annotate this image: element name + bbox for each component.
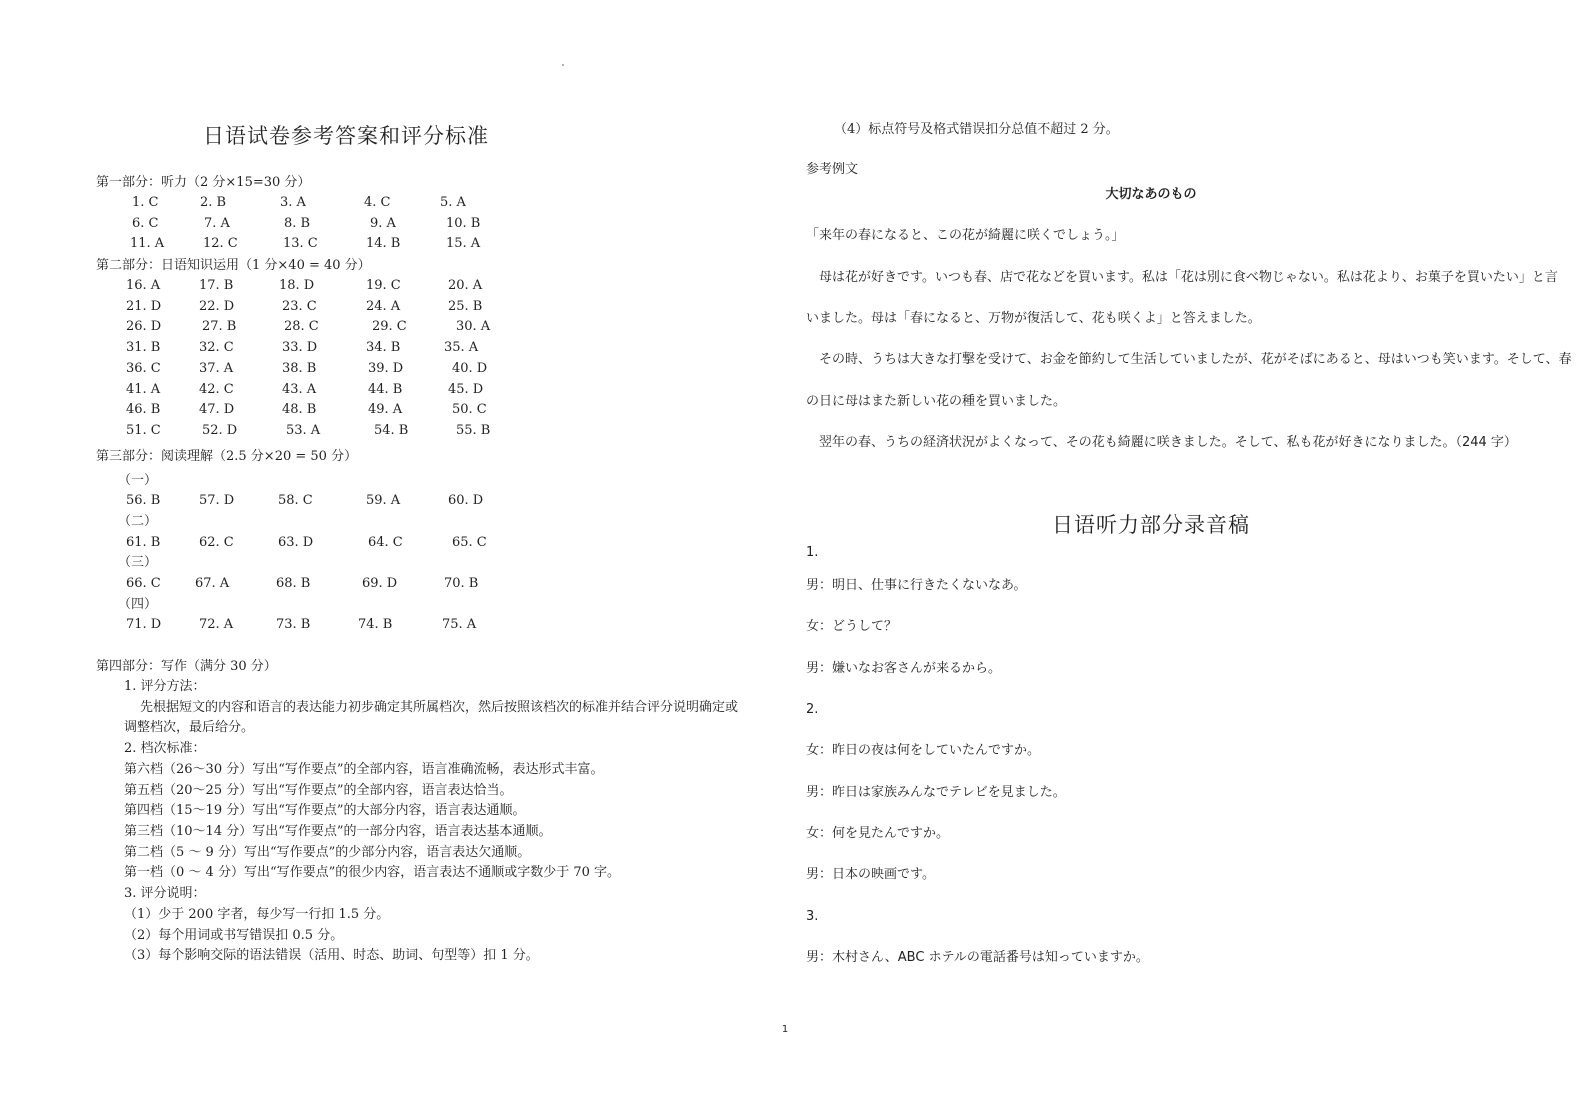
answer: 71. D [126,617,162,633]
answer: 3. A [280,195,306,210]
notes-label: 3. 评分说明： [124,886,206,902]
answer: 31. B [126,340,161,356]
part2-heading: 第二部分：日语知识运用（1 分×40 = 40 分） [96,258,371,274]
answer: 2. B [200,195,227,210]
answer: 55. B [456,422,491,438]
answer: 38. B [282,360,317,376]
answer-row [96,193,786,214]
method-text-cont: 调整档次，最后给分。 [124,720,255,736]
answer: 39. D [368,360,404,376]
script-line: 男：日本の映画です。 [806,867,935,883]
answer-row [96,574,786,595]
answer: 13. C [283,236,318,252]
answer: 35. A [444,340,479,356]
answer: 58. C [278,493,313,509]
answer: 66. C [126,576,161,591]
answer-row [96,533,786,554]
answer: 27. B [202,319,237,335]
answer: 16. A [126,278,161,294]
group-label: （三） [118,555,158,571]
answer: 36. C [126,360,161,376]
answer: 74. B [358,617,393,633]
page-title: 日语试卷参考答案和评分标准 [203,124,489,148]
group-label: （四） [118,596,158,612]
answer: 7. A [204,215,230,231]
answer: 17. B [199,278,234,294]
answer: 72. A [199,617,234,633]
script-line: 女：何を見たんですか。 [806,825,950,841]
essay-title: 大切なあのもの [1105,186,1197,202]
answer-row [96,400,786,421]
script-number: 2. [806,702,819,718]
answer: 60. D [448,493,484,509]
answer: 29. C [372,319,407,335]
script-number: 1. [806,545,819,561]
level-item: 第六档（26～30 分）写出“写作要点”的全部内容，语言准确流畅，表达形式丰富。 [124,761,604,777]
answer: 70. B [444,576,479,591]
answer: 23. C [282,298,317,314]
answer-row [96,421,786,442]
answer: 61. B [126,534,161,550]
answer-row [96,234,786,255]
answer: 53. A [286,422,321,438]
scoring-note-4: （4）标点符号及格式错误扣分总值不超过 2 分。 [834,122,1119,137]
answer: 11. A [130,236,165,252]
answer: 32. C [199,340,234,356]
answer: 75. A [442,617,477,633]
method-label: 1. 评分方法： [124,679,206,695]
method-text: 先根据短文的内容和语言的表达能力初步确定其所属档次，然后按照该档次的标准并结合评分说明确定或 [140,699,739,715]
answer: 57. D [199,493,235,509]
essay-line: 翌年の春、うちの経済状況がよくなって、その花も綺麗に咲きました。そして、私も花が好きになりました。（244 字） [806,434,1517,450]
essay-line: いました。母は「春になると、万物が復活して、花も咲くよ」と答えました。 [806,311,1261,326]
answer: 33. D [282,340,318,356]
answer: 45. D [448,381,484,397]
part4-heading: 第四部分：写作（满分 30 分） [96,659,277,675]
answer: 37. A [199,360,234,376]
essay-line: 「来年の春になると、この花が綺麗に咲くでしょう。」 [806,228,1125,244]
answer: 68. B [276,576,311,591]
answer: 4. C [364,195,391,210]
answer: 41. A [126,381,161,397]
answer-row [96,317,786,338]
answer-row [96,276,786,297]
level-item: 第一档（0 ～ 4 分）写出“写作要点”的很少内容，语言表达不通顺或字数少于 70 字。 [124,865,621,881]
note-item: （1）少于 200 字者，每少写一行扣 1.5 分。 [124,906,390,922]
answer: 9. A [370,215,396,231]
note-item: （3）每个影响交际的语法错误（活用、时态、助词、句型等）扣 1 分。 [124,948,539,964]
answer: 56. B [126,493,161,509]
answer-row [96,297,786,318]
part2-answers [96,276,786,442]
answer: 50. C [452,402,487,418]
part1-answers [96,193,786,255]
page-number: 1 [781,1024,789,1035]
answer: 62. C [199,534,234,550]
answer: 49. A [368,402,403,418]
level-item: 第二档（5 ～ 9 分）写出“写作要点”的少部分内容，语言表达欠通顺。 [124,844,531,860]
answer: 51. C [126,422,161,438]
answer: 65. C [452,534,487,550]
answer: 28. C [284,319,319,335]
answer: 63. D [278,534,314,550]
answer: 42. C [199,381,234,397]
answer: 12. C [203,236,238,252]
answer: 43. A [282,381,317,397]
group-label: （一） [118,472,158,488]
essay-body [806,215,1572,463]
script-line: 女：昨日の夜は何をしていたんですか。 [806,743,1041,759]
answer: 19. C [366,278,401,294]
answer: 34. B [366,340,401,356]
essay-line: その時、うちは大きな打撃を受けて、お金を節約して生活していましたが、花がそばにあると、母はいつも笑います。そして、春 [806,352,1572,368]
answer: 40. D [452,360,488,376]
stray-dot [562,64,564,66]
answer: 64. C [368,534,403,550]
answer: 30. A [456,319,491,335]
answer: 73. B [276,617,311,633]
answer: 67. A [195,576,230,591]
answer: 59. A [366,493,401,509]
answer-row [96,491,786,512]
answer-row [96,380,786,401]
answer: 15. A [446,236,481,252]
answer: 1. C [132,195,159,210]
answer: 14. B [366,236,401,252]
answer-row [96,214,786,235]
answer: 10. B [446,215,481,231]
group-label: （二） [118,513,158,529]
script-line: 男：嫌いなお客さんが来るから。 [806,660,1002,676]
listening-script [806,541,1496,978]
answer: 48. B [282,402,317,418]
answer: 20. A [448,278,483,294]
answer-row [96,615,786,636]
essay-line: 母は花が好きです。いつも春、店で花などを買います。私は「花は別に食べ物じゃない。私は花より、お菓子を買いたい」と言 [806,269,1558,285]
answer-row [96,338,786,359]
level-item: 第三档（10～14 分）写出“写作要点”的一部分内容，语言表达基本通顺。 [124,823,552,839]
answer: 24. A [366,298,401,314]
script-line: 男：木村さん、ABC ホテルの電話番号は知っていますか。 [806,949,1149,965]
answer: 47. D [199,402,235,418]
part1-heading: 第一部分：听力（2 分×15=30 分） [96,175,311,190]
answer-row [96,359,786,380]
answer: 69. D [362,576,398,591]
note-item: （2）每个用词或书写错误扣 0.5 分。 [124,927,344,943]
answer: 46. B [126,402,161,418]
answer: 44. B [368,381,403,397]
example-label: 参考例文 [806,162,859,177]
answer: 25. B [448,298,483,314]
part3-answers [96,471,786,637]
answer: 6. C [132,215,159,231]
answer: 26. D [126,319,162,335]
answer: 52. D [202,422,238,438]
answer: 5. A [440,195,466,210]
level-item: 第五档（20～25 分）写出“写作要点”的全部内容，语言表达恰当。 [124,782,513,798]
script-line: 女：どうして？ [806,619,898,635]
script-line: 男：昨日は家族みんなでテレビを見ました。 [806,784,1066,800]
right-column [806,120,1572,978]
answer: 21. D [126,298,162,314]
part3-heading: 第三部分：阅读理解（2.5 分×20 = 50 分） [96,448,358,464]
script-number: 3. [806,908,819,924]
script-line: 男：明日、仕事に行きたくないなあ。 [806,578,1027,594]
script-title: 日语听力部分录音稿 [1052,513,1250,538]
answer: 8. B [284,215,311,231]
essay-line: の日に母はまた新しい花の種を買いました。 [806,393,1067,409]
level-item: 第四档（15～19 分）写出“写作要点”的大部分内容，语言表达通顺。 [124,803,526,819]
left-column [96,120,786,967]
answer: 22. D [199,298,235,314]
levels-label: 2. 档次标准： [124,741,206,757]
answer: 54. B [374,422,409,438]
answer: 18. D [279,278,315,294]
